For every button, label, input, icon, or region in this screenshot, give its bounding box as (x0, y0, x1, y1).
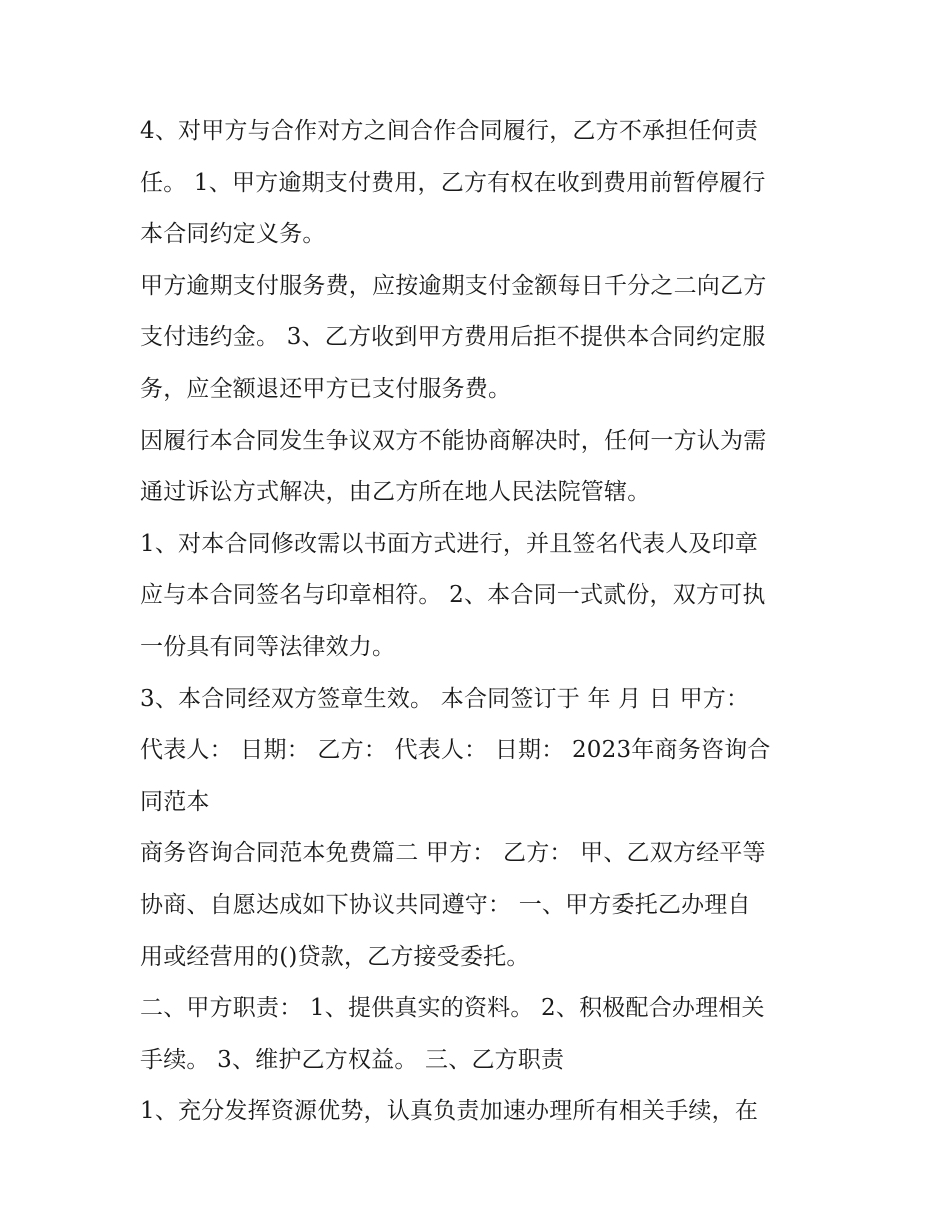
text-line: 甲方逾期支付服务费，应按逾期支付金额每日千分之二向乙方 (140, 272, 767, 299)
text-line: 同范本 (140, 788, 210, 815)
text-line: 因履行本合同发生争议双方不能协商解决时，任何一方认为需 (140, 427, 767, 454)
text-line: 1、对本合同修改需以书面方式进行，并且签名代表人及印章 (140, 530, 759, 557)
text-line: 4、对甲方与合作对方之间合作合同履行，乙方不承担任何责 (140, 118, 759, 144)
document-body (140, 106, 820, 1138)
text-line: 务，应全额退还甲方已支付服务费。 (140, 375, 512, 402)
text-line: 协商、自愿达成如下协议共同遵守： 一、甲方委托乙办理自 (140, 891, 751, 918)
text-line: 代表人： 日期： 乙方： 代表人： 日期： 2023年商务咨询合 (140, 737, 771, 764)
text-line: 3、本合同经双方签章生效。 本合同签订于 年 月 日 甲方： (140, 685, 750, 712)
text-line: 二、甲方职责： 1、提供真实的资料。 2、积极配合办理相关 (140, 995, 765, 1022)
text-line: 任。 1、甲方逾期支付费用，乙方有权在收到费用前暂停履行 (140, 169, 766, 196)
text-line: 通过诉讼方式解决，由乙方所在地人民法院管辖。 (140, 479, 651, 506)
text-line: 商务咨询合同范本免费篇二 甲方： 乙方： 甲、乙双方经平等 (140, 840, 766, 867)
text-line: 1、充分发挥资源优势，认真负责加速办理所有相关手续，在 (140, 1098, 759, 1125)
text-line: 手续。 3、维护乙方权益。 三、乙方职责 (140, 1046, 565, 1073)
text-line: 应与本合同签名与印章相符。 2、本合同一式贰份，双方可执 (140, 582, 766, 609)
text-line: 本合同约定义务。 (140, 221, 326, 248)
text-line: 用或经营用的()贷款，乙方接受委托。 (140, 943, 530, 970)
text-line: 支付违约金。 3、乙方收到甲方费用后拒不提供本合同约定服 (140, 324, 766, 351)
text-line: 一份具有同等法律效力。 (140, 633, 396, 660)
